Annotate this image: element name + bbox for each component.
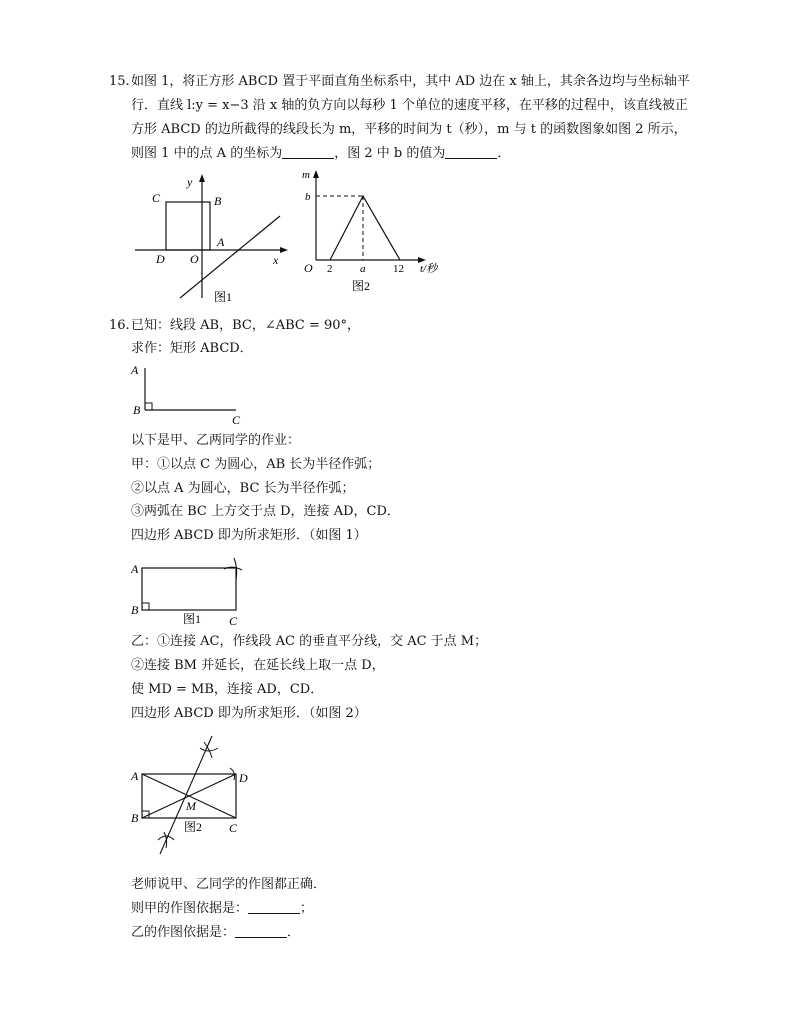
label-B: B (214, 194, 222, 208)
q16-yi-step1: 乙：①连接 AC，作线段 AC 的垂直平分线，交 AC 于点 M； (131, 634, 488, 649)
q16-given-figure (128, 362, 248, 428)
arc-from-c (224, 567, 242, 570)
square-abcd (166, 202, 210, 250)
label-C: C (229, 821, 238, 835)
label-D: D (156, 252, 165, 266)
q16-jia-step3: ③两弧在 BC 上方交于点 D，连接 AD，CD． (131, 504, 400, 519)
q16-answer-blank-yi[interactable] (235, 925, 287, 938)
label-A: A (217, 235, 225, 249)
q16-construct: 求作：矩形 ABCD． (131, 341, 253, 356)
m-axis-arrow-icon (313, 170, 319, 178)
q16-given: 已知：线段 AB，BC，∠ABC = 90°， (131, 318, 361, 333)
label-O: O (304, 261, 313, 275)
caption: 图1 (214, 290, 233, 304)
label-B: B (133, 403, 141, 417)
q16-number: 16. (109, 318, 130, 333)
q15-figure-1 (130, 168, 290, 308)
label-b: b (305, 191, 311, 203)
label-C: C (152, 191, 161, 205)
q16-jia-step1: 甲：①以点 C 为圆心，AB 长为半径作弧； (131, 457, 381, 472)
q16-jia-conclusion: 四边形 ABCD 即为所求矩形．（如图 1） (131, 528, 367, 543)
label-t-axis: t/秒 (420, 263, 438, 275)
rectangle-abcd (142, 568, 236, 610)
q16-jia-step2: ②以点 A 为圆心，BC 长为半径作弧； (131, 481, 355, 496)
q15-text-line2: 行．直线 l:y = x−3 沿 x 轴的负方向以每秒 1 个单位的速度平移，在平移的过程中，该直线被正 (131, 98, 688, 113)
label-m: m (302, 169, 310, 181)
q15-number: 15. (109, 74, 130, 89)
q15-answer-blank-1[interactable] (282, 146, 334, 159)
label-a: a (360, 263, 366, 275)
arc-bottom-2 (164, 832, 167, 848)
q16-yi-step2: ②连接 BM 并延长，在延长线上取一点 D， (131, 658, 385, 673)
label-A: A (131, 562, 139, 576)
q16-answer-blank-jia[interactable] (248, 901, 300, 914)
q16-figure-1 (128, 556, 258, 628)
label-12: 12 (393, 263, 404, 275)
q15-text-line4: 则图 1 中的点 A 的坐标为 ，图 2 中 b 的值为 ． (131, 146, 511, 161)
label-B: B (131, 603, 139, 617)
right-angle-mark (145, 403, 152, 410)
q15-figure-2 (300, 166, 450, 298)
label-D: D (239, 771, 248, 785)
q16-teacher-comment: 老师说甲、乙同学的作图都正确． (131, 877, 327, 892)
y-axis-arrow-icon (199, 174, 205, 182)
q16-yi-conclusion: 四边形 ABCD 即为所求矩形．（如图 2） (131, 706, 367, 721)
label-A: A (131, 769, 139, 783)
x-axis-arrow-icon (280, 247, 288, 253)
m-t-graph (330, 196, 400, 260)
label-y: y (187, 175, 193, 189)
label-B: B (131, 811, 139, 825)
q16-figure-2 (128, 728, 268, 868)
q16-ask-jia: 则甲的作图依据是： ； (131, 901, 314, 916)
label-O: O (190, 252, 199, 266)
label-A: A (131, 363, 139, 377)
caption: 图2 (184, 820, 203, 834)
arc-from-a (234, 558, 237, 580)
label-x: x (273, 253, 279, 267)
q15-answer-blank-2[interactable] (445, 146, 497, 159)
label-M: M (186, 799, 196, 813)
label-C: C (232, 413, 241, 427)
q16-intro: 以下是甲、乙两同学的作业： (131, 433, 301, 448)
q15-text-line1: 如图 1，将正方形 ABCD 置于平面直角坐标系中，其中 AD 边在 x 轴上，其余各边均与坐标轴平 (131, 74, 690, 89)
q16-ask-yi: 乙的作图依据是： ． (131, 925, 301, 940)
q16-yi-step3: 使 MD = MB，连接 AD，CD． (131, 682, 324, 697)
caption: 图2 (352, 279, 371, 293)
q15-text-line3: 方形 ABCD 的边所截得的线段长为 m，平移的时间为 t（秒），m 与 t 的函数图象如图 2 所示， (131, 122, 687, 137)
caption: 图1 (183, 612, 202, 626)
label-C: C (229, 614, 238, 628)
label-2: 2 (327, 263, 333, 275)
right-angle-mark (142, 603, 149, 610)
